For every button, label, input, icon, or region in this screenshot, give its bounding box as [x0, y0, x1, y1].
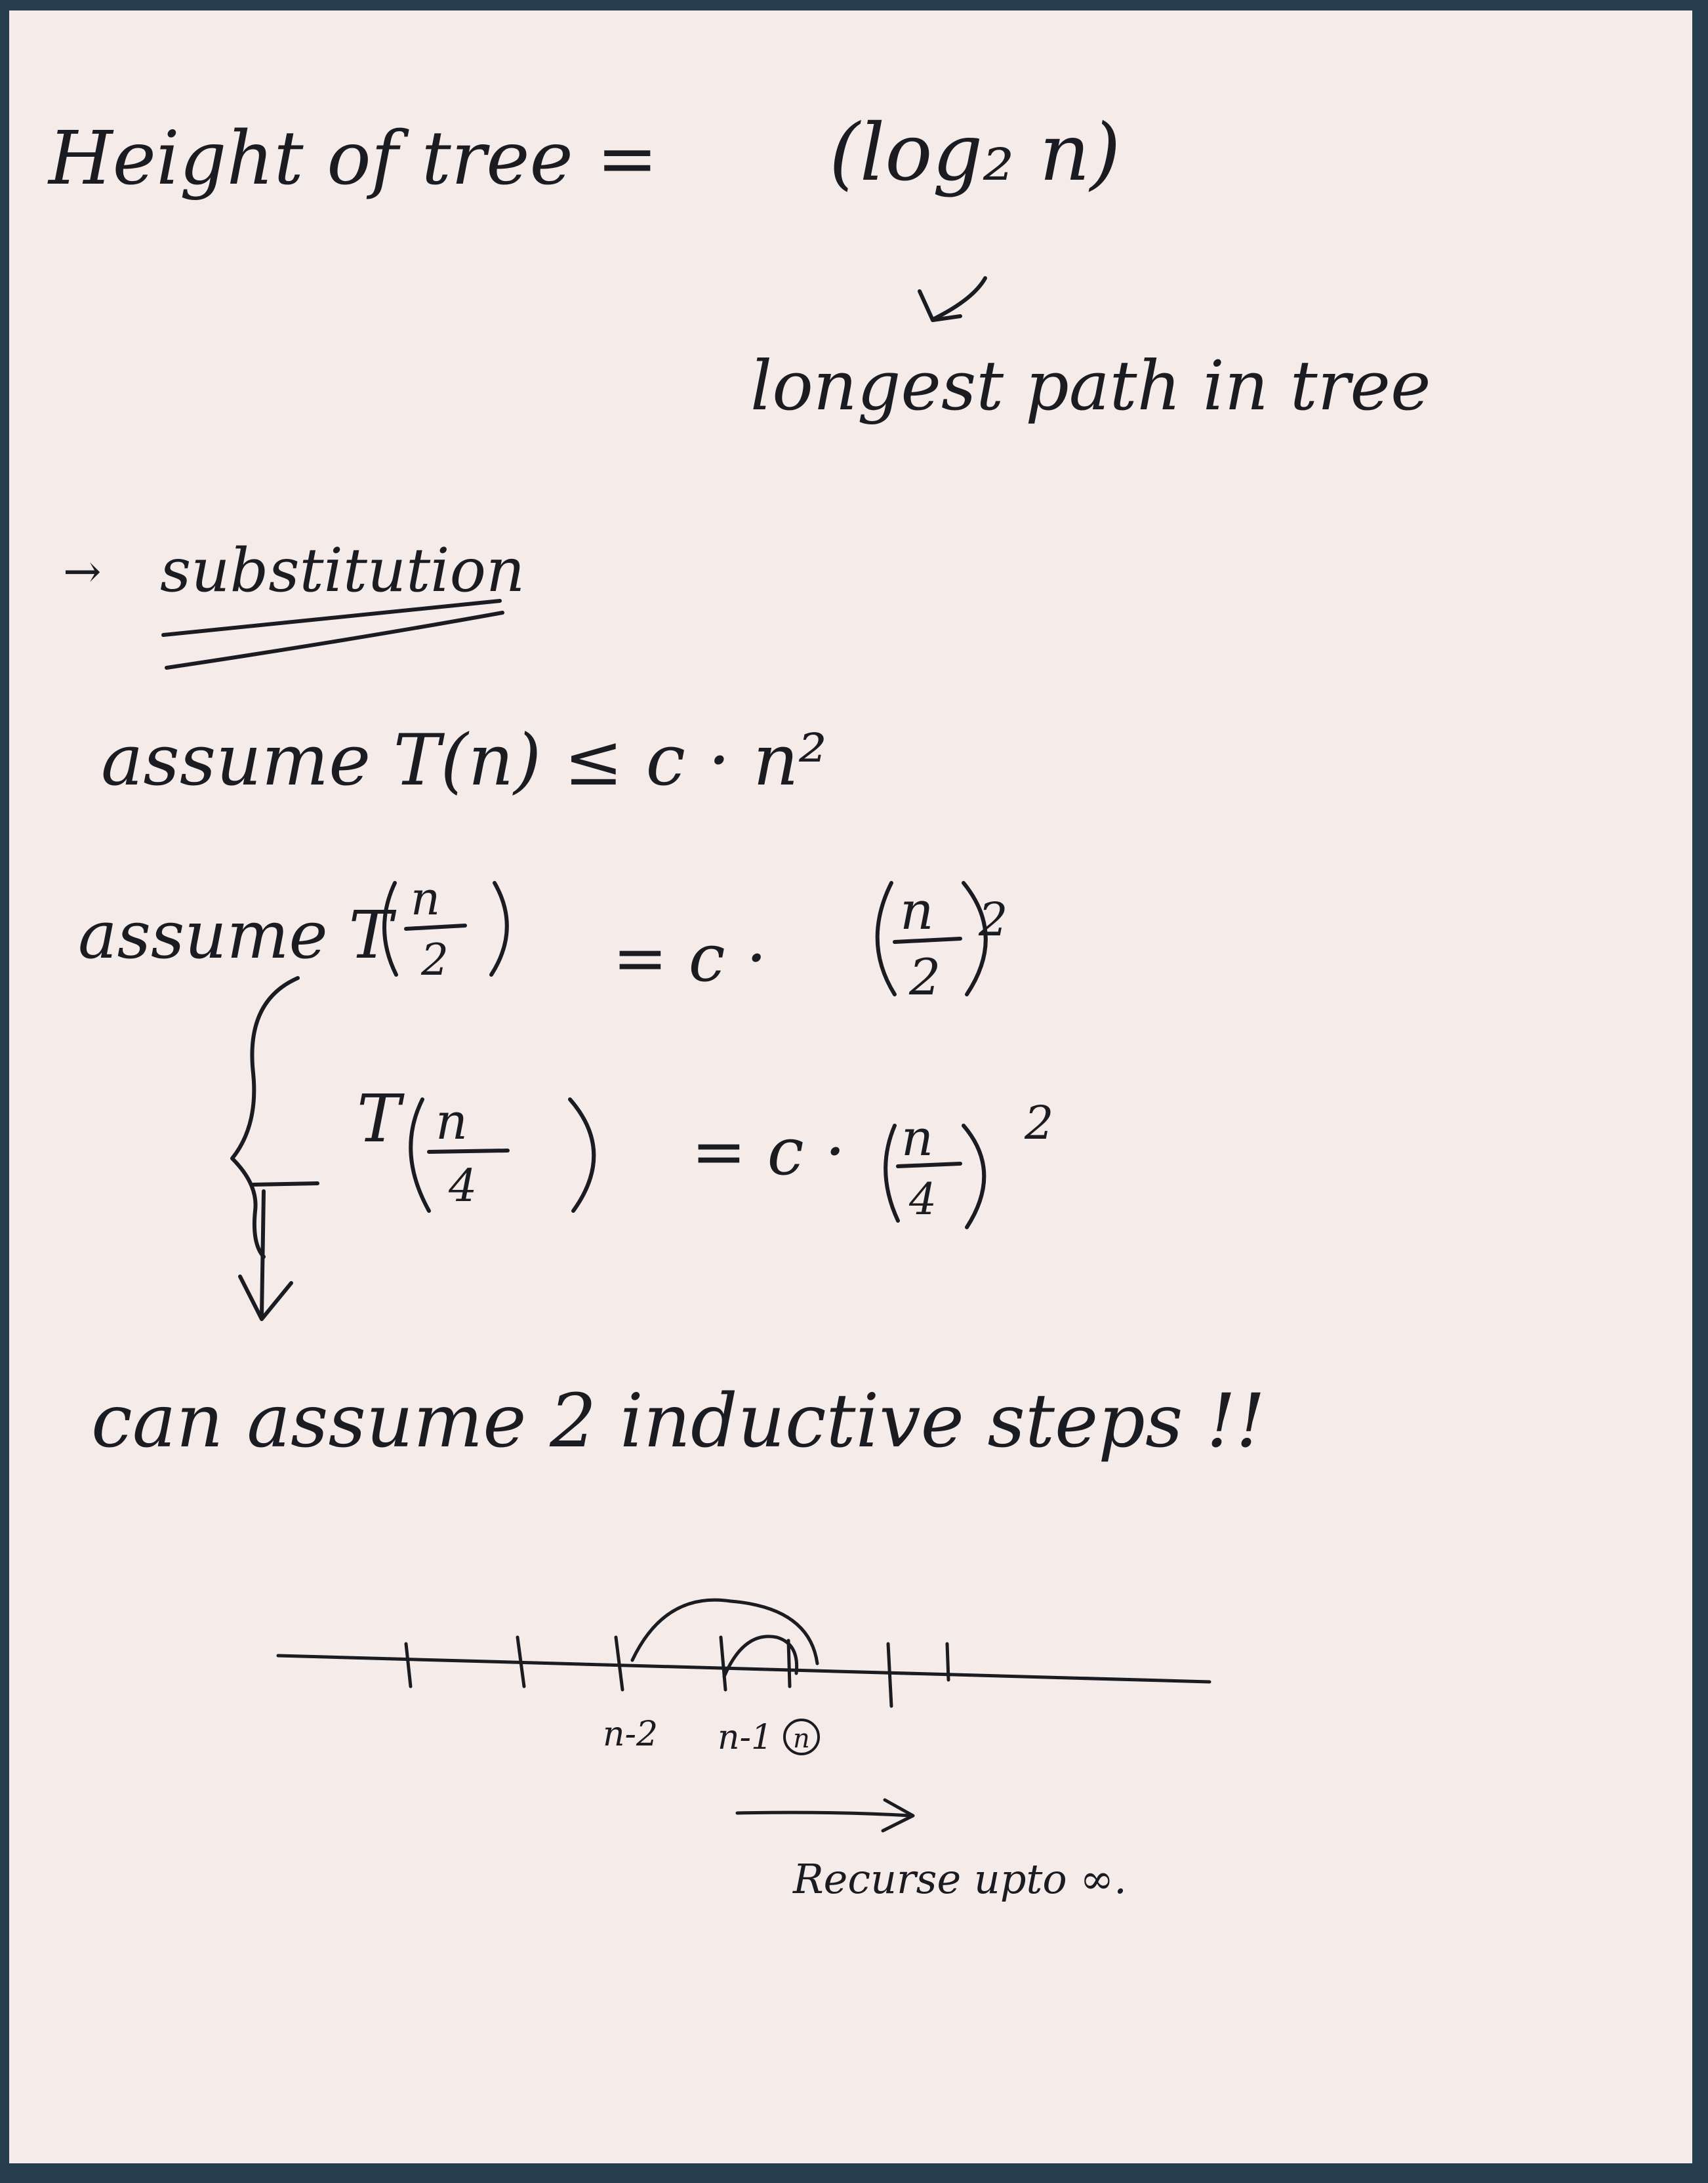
heading-underline-1	[163, 601, 500, 635]
frac-bar-4	[898, 1164, 960, 1166]
assume-bound-line: assume T(n) ≤ c · n²	[101, 720, 827, 802]
frac-4-4: 4	[909, 1174, 937, 1225]
tick-4	[721, 1637, 725, 1690]
conclusion-line: can assume 2 inductive steps !!	[91, 1379, 1266, 1464]
number-line	[278, 1656, 1210, 1682]
frac-4-3: 4	[449, 1160, 478, 1212]
tick-7	[947, 1644, 948, 1680]
brace-tail	[253, 1183, 317, 1185]
recurse-caption: Recurse upto ∞.	[793, 1855, 1127, 1903]
paren-open-4	[885, 1126, 898, 1221]
label-n-minus-1: n-1	[718, 1718, 773, 1757]
ink-strokes	[9, 10, 1692, 2163]
tick-5	[788, 1641, 790, 1686]
label-n-minus-2: n-2	[603, 1715, 659, 1754]
frac-n-2: n	[900, 880, 934, 941]
frac-n-1: n	[411, 872, 441, 926]
quarter-rhs: = c ·	[691, 1113, 846, 1190]
paren-open-1	[384, 883, 396, 975]
brace-down-arrow-head	[240, 1276, 291, 1319]
frac-2-1: 2	[421, 935, 449, 985]
paren-open-3	[411, 1099, 429, 1211]
longest-path-annotation: longest path in tree	[750, 346, 1431, 426]
frac-bar-3	[429, 1151, 508, 1152]
frac-n-3: n	[436, 1092, 468, 1151]
down-arrow-to-annotation	[934, 278, 985, 319]
frac-2-2: 2	[909, 948, 941, 1006]
quarter-lhs: T	[357, 1080, 401, 1157]
frac-n-4: n	[901, 1109, 933, 1167]
heading-underline-2	[167, 613, 502, 668]
square-1: 2	[979, 893, 1008, 947]
tick-3	[616, 1637, 622, 1690]
direction-arrow	[737, 1812, 911, 1816]
frac-bar-1	[406, 926, 465, 929]
assume-half-rhs: = c ·	[613, 920, 767, 996]
paper-sheet	[9, 10, 1692, 2163]
tick-6	[888, 1644, 891, 1706]
label-n: n	[793, 1724, 810, 1754]
paren-close-1	[491, 883, 507, 975]
square-2: 2	[1025, 1096, 1054, 1150]
height-of-tree-text: Height of tree =	[49, 116, 659, 201]
section-heading-substitution: substitution	[160, 535, 525, 605]
paren-close-4	[964, 1126, 984, 1227]
log-expression: (log₂ n)	[829, 108, 1121, 199]
section-arrow: →	[63, 544, 102, 598]
paren-open-2	[878, 883, 895, 994]
brace-down-arrow	[262, 1191, 264, 1316]
assume-half-lhs: assume T	[78, 897, 393, 973]
paren-close-3	[570, 1099, 594, 1211]
tick-1	[406, 1644, 411, 1686]
